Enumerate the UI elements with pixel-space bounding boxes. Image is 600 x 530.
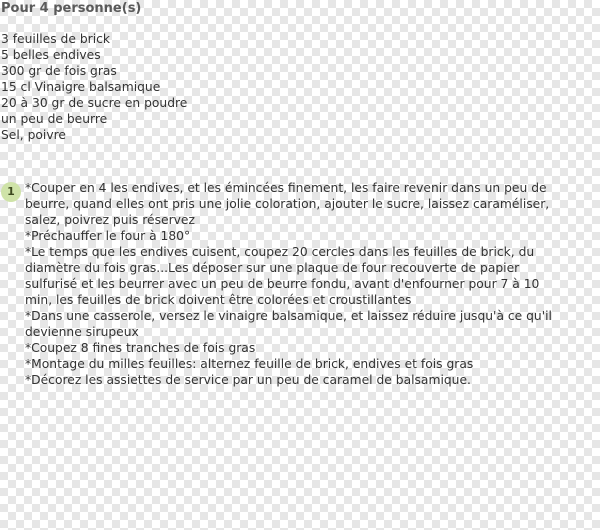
ingredient-item: Sel, poivre <box>1 128 66 142</box>
instruction-line: min, les feuilles de brick doivent être colorées et croustillantes <box>25 293 412 307</box>
servings-title: Pour 4 personne(s) <box>1 1 142 16</box>
instruction-line: diamètre du fois gras...Les déposer sur une plaque de four recouverte de papier <box>25 261 520 275</box>
ingredient-item: un peu de beurre <box>1 112 108 126</box>
instruction-line: *Coupez 8 fines tranches de fois gras <box>25 341 256 355</box>
instruction-line: devienne sirupeux <box>25 325 139 339</box>
instruction-line: *Le temps que les endives cuisent, coupez 20 cercles dans les feuilles de brick, du <box>25 245 535 259</box>
instruction-line: *Montage du milles feuilles: alternez feuille de brick, endives et fois gras <box>25 357 474 371</box>
instruction-line: *Couper en 4 les endives, et les émincées finement, les faire revenir dans un peu de <box>25 181 547 195</box>
ingredient-item: 5 belles endives <box>1 48 101 62</box>
ingredient-item: 3 feuilles de brick <box>1 32 110 46</box>
instruction-line: salez, poivrez puis réservez <box>25 213 195 227</box>
instruction-line: *Décorez les assiettes de service par un peu de caramel de balsamique. <box>25 373 471 387</box>
ingredient-item: 15 cl Vinaigre balsamique <box>1 80 161 94</box>
instruction-line: beurre, quand elles ont pris une jolie coloration, ajouter le sucre, laissez caraméliser, <box>25 197 550 211</box>
ingredient-item: 20 à 30 gr de sucre en poudre <box>1 96 188 110</box>
step-instructions <box>25 180 600 388</box>
step-number-badge: 1 <box>1 182 21 202</box>
instruction-line: *Dans une casserole, versez le vinaigre balsamique, et laissez réduire jusqu'à ce qu'il <box>25 309 552 323</box>
ingredient-item: 300 gr de fois gras <box>1 64 117 78</box>
ingredient-list <box>1 31 187 143</box>
instruction-line: *Préchauffer le four à 180° <box>25 229 191 243</box>
instruction-line: sulfurisé et les beurrer avec un peu de beurre fondu, avant d'enfourner pour 7 à 10 <box>25 277 540 291</box>
